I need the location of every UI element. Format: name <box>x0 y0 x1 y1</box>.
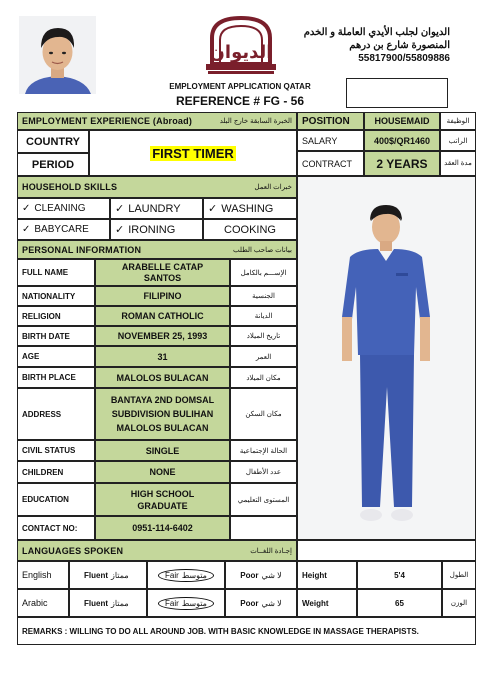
weight-value: 65 <box>357 589 442 617</box>
fluent-label: Fluent <box>84 570 108 580</box>
language-fair-option <box>147 589 225 617</box>
experience-header <box>17 112 297 130</box>
blank-box <box>346 78 448 108</box>
personal-row-ar: مكان السكن <box>230 388 297 440</box>
languages-header <box>17 540 297 561</box>
salary-value: 400$/QR1460 <box>364 130 440 151</box>
skill-item <box>203 198 297 219</box>
fair-label-ar: متوسط <box>181 598 207 608</box>
position-label-ar: الوظيفة <box>440 112 476 130</box>
personal-row-label: CIVIL STATUS <box>17 440 95 461</box>
skill-label: WASHING <box>221 202 274 215</box>
skill-item <box>110 198 203 219</box>
languages-header-ar: إجـادة اللغــات <box>250 547 292 555</box>
agency-name-line2: المنصورة شارع بن درهم <box>349 40 450 51</box>
skill-label: CLEANING <box>34 203 86 214</box>
personal-row-value: MALOLOS BULACAN <box>95 367 230 388</box>
check-icon: ✓ <box>22 224 31 235</box>
personal-row-ar: مكان الميلاد <box>230 367 297 388</box>
personal-row-ar <box>230 516 297 540</box>
personal-row-ar: تاريخ الميلاد <box>230 326 297 346</box>
language-name: English <box>17 561 69 589</box>
selected-circle <box>158 569 214 582</box>
experience-value: FIRST TIMER <box>152 145 234 161</box>
experience-header-ar: الخبرة السابقة خارج البلد <box>219 118 292 125</box>
language-poor-option <box>225 561 297 589</box>
experience-header-label: EMPLOYMENT EXPERIENCE (Abroad) <box>22 116 193 126</box>
fullbody-photo <box>297 176 476 540</box>
personal-row-value: SINGLE <box>95 440 230 461</box>
country-label: COUNTRY <box>17 130 89 153</box>
check-icon: ✓ <box>208 203 218 215</box>
personal-row-value: NONE <box>95 461 230 483</box>
personal-row-value: 31 <box>95 346 230 367</box>
experience-value-cell <box>89 130 297 176</box>
skill-label: LAUNDRY <box>128 202 181 215</box>
personal-row-label: AGE <box>17 346 95 367</box>
form-title: EMPLOYMENT APPLICATION QATAR <box>169 82 311 91</box>
check-icon: ✓ <box>115 203 125 215</box>
fluent-label: Fluent <box>84 598 108 608</box>
agency-name-line1: الديوان لجلب الأيدي العاملة و الخدم <box>303 27 450 38</box>
selected-circle <box>158 597 214 610</box>
personal-row-ar: الحالة الإجتماعية <box>230 440 297 461</box>
skills-header-ar: خبرات العمل <box>254 184 292 191</box>
language-fluent-option <box>69 589 147 617</box>
fair-label: Fair <box>165 598 179 608</box>
personal-row-label: CONTACT NO: <box>17 516 95 540</box>
skill-item <box>203 219 297 240</box>
contract-label: CONTRACT <box>297 151 364 176</box>
period-label: PERIOD <box>17 153 89 176</box>
weight-label-ar: الوزن <box>442 589 476 617</box>
salary-label-ar: الراتب <box>440 130 476 151</box>
personal-row-ar: الإســـم بالكامل <box>230 259 297 286</box>
poor-label: Poor <box>240 570 259 580</box>
personal-row-ar: الجنسية <box>230 286 297 306</box>
personal-row-label: ADDRESS <box>17 388 95 440</box>
poor-label-ar: لا شي <box>261 598 282 608</box>
personal-row-ar: الديانة <box>230 306 297 326</box>
personal-row-label: BIRTH DATE <box>17 326 95 346</box>
personal-header-ar: بيانات صاحب الطلب <box>232 246 292 254</box>
language-name: Arabic <box>17 589 69 617</box>
headshot-photo <box>19 16 96 94</box>
poor-label-ar: لا شي <box>261 570 282 580</box>
skill-label: COOKING <box>224 223 276 236</box>
personal-header-label: PERSONAL INFORMATION <box>22 244 142 255</box>
personal-row-value: HIGH SCHOOL GRADUATE <box>95 483 230 516</box>
svg-text:الديوان: الديوان <box>209 42 273 63</box>
poor-label: Poor <box>240 598 259 608</box>
skill-label: IRONING <box>128 223 176 236</box>
skills-header-label: HOUSEHOLD SKILLS <box>22 182 118 192</box>
check-icon: ✓ <box>22 203 31 214</box>
personal-row-label: BIRTH PLACE <box>17 367 95 388</box>
personal-row-ar: العمر <box>230 346 297 367</box>
personal-row-ar: عدد الأطفال <box>230 461 297 483</box>
skill-item <box>17 219 110 240</box>
personal-row-value: ROMAN CATHOLIC <box>95 306 230 326</box>
personal-row-value: BANTAYA 2ND DOMSAL SUBDIVISION BULIHAN MALOLOS BULACAN <box>95 388 230 440</box>
personal-row-value: 0951-114-6402 <box>95 516 230 540</box>
weight-label: Weight <box>297 589 357 617</box>
personal-row-value: NOVEMBER 25, 1993 <box>95 326 230 346</box>
reference-number: REFERENCE # FG - 56 <box>175 94 305 108</box>
personal-row-label: NATIONALITY <box>17 286 95 306</box>
personal-row-label: FULL NAME <box>17 259 95 286</box>
personal-row-label: EDUCATION <box>17 483 95 516</box>
check-icon: ✓ <box>115 224 125 236</box>
height-value: 5'4 <box>357 561 442 589</box>
height-label: Height <box>297 561 357 589</box>
language-poor-option <box>225 589 297 617</box>
skills-header <box>17 176 297 198</box>
contract-label-ar: مدة العقد <box>440 151 476 176</box>
skill-label: BABYCARE <box>34 224 89 235</box>
fair-label: Fair <box>165 570 179 580</box>
skill-item <box>17 198 110 219</box>
personal-row-value: FILIPINO <box>95 286 230 306</box>
agency-name-arabic <box>290 26 450 65</box>
languages-header-label: LANGUAGES SPOKEN <box>22 545 124 556</box>
skill-item <box>110 219 203 240</box>
language-fluent-option <box>69 561 147 589</box>
personal-row-label: RELIGION <box>17 306 95 326</box>
position-value: HOUSEMAID <box>364 112 440 130</box>
personal-row-label: CHILDREN <box>17 461 95 483</box>
languages-header-filler <box>297 540 476 561</box>
position-label: POSITION <box>297 112 364 130</box>
language-fair-option <box>147 561 225 589</box>
fluent-label-ar: ممتاز <box>111 598 129 608</box>
height-label-ar: الطول <box>442 561 476 589</box>
agency-logo <box>200 12 282 76</box>
personal-row-ar: المستوى التعليمي <box>230 483 297 516</box>
agency-phones: 55817900/55809886 <box>358 53 450 64</box>
remarks: REMARKS : WILLING TO DO ALL AROUND JOB. WITH BASIC KNOWLEDGE IN MASSAGE THERAPISTS. <box>17 617 476 645</box>
fluent-label-ar: ممتاز <box>111 570 129 580</box>
fair-label-ar: متوسط <box>181 570 207 580</box>
salary-label: SALARY <box>297 130 364 151</box>
personal-header <box>17 240 297 259</box>
contract-value: 2 YEARS <box>364 151 440 176</box>
personal-row-value: ARABELLE CATAP SANTOS <box>95 259 230 286</box>
